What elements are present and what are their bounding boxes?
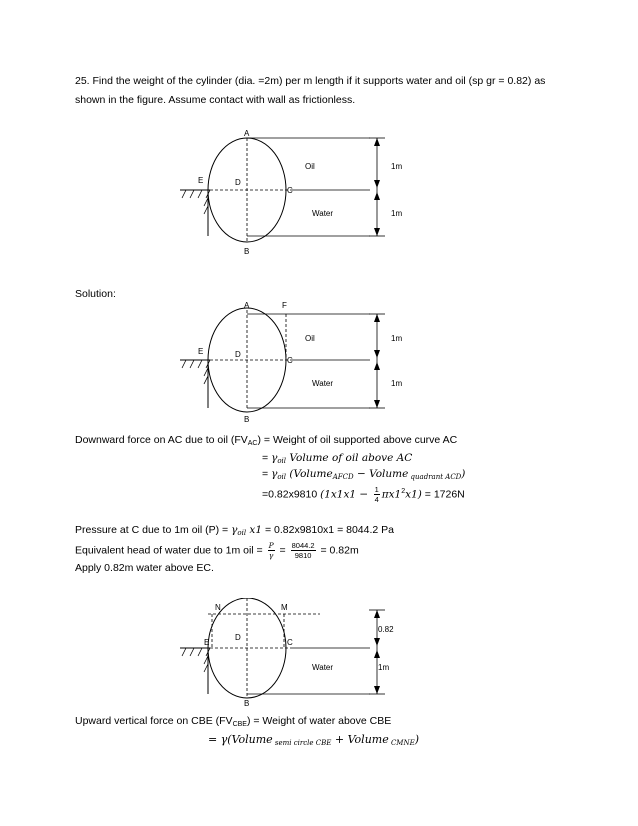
label-D: D xyxy=(235,633,241,642)
label-A: A xyxy=(244,129,250,138)
label-E: E xyxy=(198,176,204,185)
downward-eq-1: = $\gamma_{oil}$ Volume of oil above AC xyxy=(262,452,413,465)
dim-2: 1m xyxy=(391,379,403,388)
label-B: B xyxy=(244,415,250,424)
label-F: F xyxy=(282,301,287,310)
dim-2: 1m xyxy=(391,209,403,218)
upward-line-1: Upward vertical force on CBE $(FV_{CBE})$ = Weight of water above CBE xyxy=(75,715,392,728)
label-C: C xyxy=(287,186,293,195)
label-oil: Oil xyxy=(305,334,315,343)
label-water: Water xyxy=(312,209,334,218)
downward-eq-3: =0.82x9810 (1x1x1 − $\frac{1}{4}$ $\pi x1^2x1) = 1726N$ xyxy=(262,485,465,505)
figure-3 xyxy=(0,598,638,708)
dim-1: 1m xyxy=(391,162,403,171)
solution-label: Solution: xyxy=(75,288,116,300)
label-water: Water xyxy=(312,663,334,672)
downward-eq-2: = $\gamma_{oil}$ (Volume$_{AFCD}$ − Volume $_{quadrant ACD}$) xyxy=(262,468,466,481)
hatch-marks xyxy=(182,648,210,672)
figure-2 xyxy=(0,298,638,426)
hatch-marks xyxy=(182,360,210,384)
pressure-line: Pressure at C due to 1m oil $(P) = \gamma_{oil}$ x1 = 0.82x9810x1 = 8044.2 Pa xyxy=(75,524,394,537)
label-A: A xyxy=(244,301,250,310)
label-C: C xyxy=(287,356,293,365)
label-E: E xyxy=(198,347,204,356)
label-D: D xyxy=(235,350,241,359)
dim-1: 0.82 xyxy=(378,625,394,634)
label-oil: Oil xyxy=(305,162,315,171)
label-M: M xyxy=(281,603,288,612)
problem-line-2: shown in the figure. Assume contact with wall as frictionless. xyxy=(75,94,356,106)
label-E: E xyxy=(204,638,210,647)
label-water: Water xyxy=(312,379,334,388)
label-D: D xyxy=(235,178,241,187)
apply-line: Apply 0.82m water above EC. xyxy=(75,562,214,574)
dim-1: 1m xyxy=(391,334,403,343)
equivalent-head-line: Equivalent head of water due to 1m oil = $\frac{P}{\gamma}$ = $\frac{8044.2}{9810}$ = 0.82m xyxy=(75,541,359,560)
hatch-marks xyxy=(182,190,210,214)
dim-2: 1m xyxy=(378,663,390,672)
problem-line-1: 25. Find the weight of the cylinder (dia. =2m) per m length if it supports water and oil (sp gr = 0.82) as xyxy=(75,75,546,87)
downward-line-1: Downward force on AC due to oil $(FV_{AC})$ = Weight of oil supported above curve AC xyxy=(75,434,458,447)
upward-eq: = γ(Volume $_{semi circle CBE}$ + Volume $_{CMNE}$) xyxy=(208,733,419,747)
label-B: B xyxy=(244,247,250,256)
label-B: B xyxy=(244,699,250,708)
label-N: N xyxy=(215,603,221,612)
label-C: C xyxy=(287,638,293,647)
figure-1 xyxy=(0,128,638,258)
